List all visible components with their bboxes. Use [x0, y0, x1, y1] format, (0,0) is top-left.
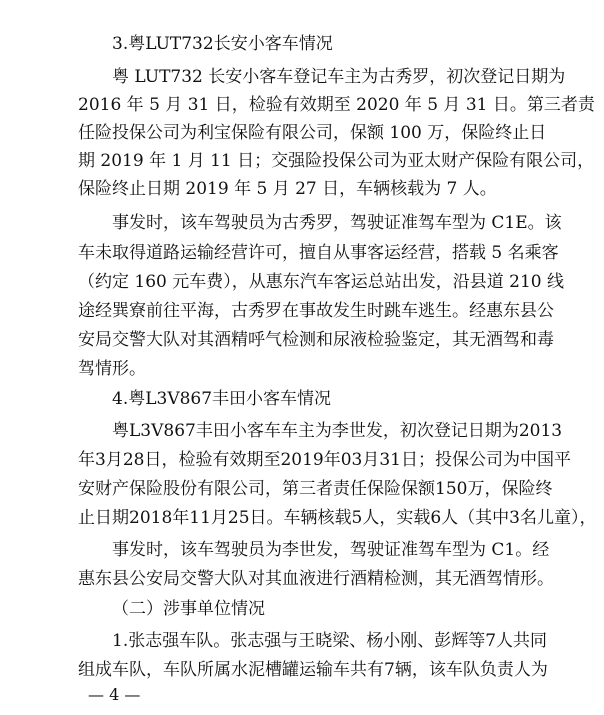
section-3-para2-line-3: （约定 160 元车费），从惠东汽车客运总站出发，沿县道 210 线 [78, 272, 565, 292]
section-4-para2-line-1: 事发时，该车驾驶员为李世发，驾驶证准驾车型为 C1。经 [112, 540, 550, 560]
section-4-line-2: 年3月28日，检验有效期至2019年03月31日；投保公司为中国平 [78, 450, 571, 470]
section-3-line-3: 任险投保公司为利宝保险有限公司，保额 100 万，保险终止日 [78, 123, 547, 143]
section-3-para2-line-2: 车未取得道路运输经营许可，擅自从事客运经营，搭载 5 名乘客 [78, 243, 559, 263]
page-number: — 4 — [88, 685, 141, 704]
section-3-line-2: 2016 年 5 月 31 日，检验有效期至 2020 年 5 月 31 日。第三者责 [78, 95, 595, 115]
section-3-para2-line-5: 安局交警大队对其酒精呼气检测和尿液检验鉴定，其无酒驾和毒 [78, 330, 554, 350]
section-3-line-5: 保险终止日期 2019 年 5 月 27 日，车辆核载为 7 人。 [78, 179, 497, 199]
section-units-line-1: 1.张志强车队。张志强与王晓梁、杨小刚、彭辉等7人共同 [112, 631, 548, 651]
section-units-line-2: 组成车队，车队所属水泥槽罐运输车共有7辆，该车队负责人为 [78, 660, 548, 680]
section-4-line-4: 止日期2018年11月25日。车辆核载5人，实载6人（其中3名儿童）， [78, 508, 597, 528]
section-3-heading: 3.粤LUT732长安小客车情况 [112, 34, 333, 54]
section-3-para2-line-6: 驾情形。 [78, 359, 146, 379]
section-3-line-4: 期 2019 年 1 月 11 日；交强险投保公司为亚太财产保险有限公司， [78, 151, 595, 171]
section-4-heading: 4.粤L3V867丰田小客车情况 [112, 389, 332, 409]
section-units-heading: （二）涉事单位情况 [112, 599, 265, 619]
section-3-para2-line-1: 事发时，该车驾驶员为古秀罗，驾驶证准驾车型为 C1E。该 [112, 213, 562, 233]
section-4-line-3: 安财产保险股份有限公司，第三者责任保险保额150万，保险终 [78, 479, 553, 499]
section-3-line-1: 粤 LUT732 长安小客车登记车主为古秀罗，初次登记日期为 [112, 67, 566, 87]
section-4-line-1: 粤L3V867丰田小客车车主为李世发，初次登记日期为2013 [112, 421, 563, 441]
section-3-para2-line-4: 途经巽寮前往平海，古秀罗在事故发生时跳车逃生。经惠东县公 [78, 301, 554, 321]
section-4-para2-line-2: 惠东县公安局交警大队对其血液进行酒精检测，其无酒驾情形。 [78, 569, 554, 589]
